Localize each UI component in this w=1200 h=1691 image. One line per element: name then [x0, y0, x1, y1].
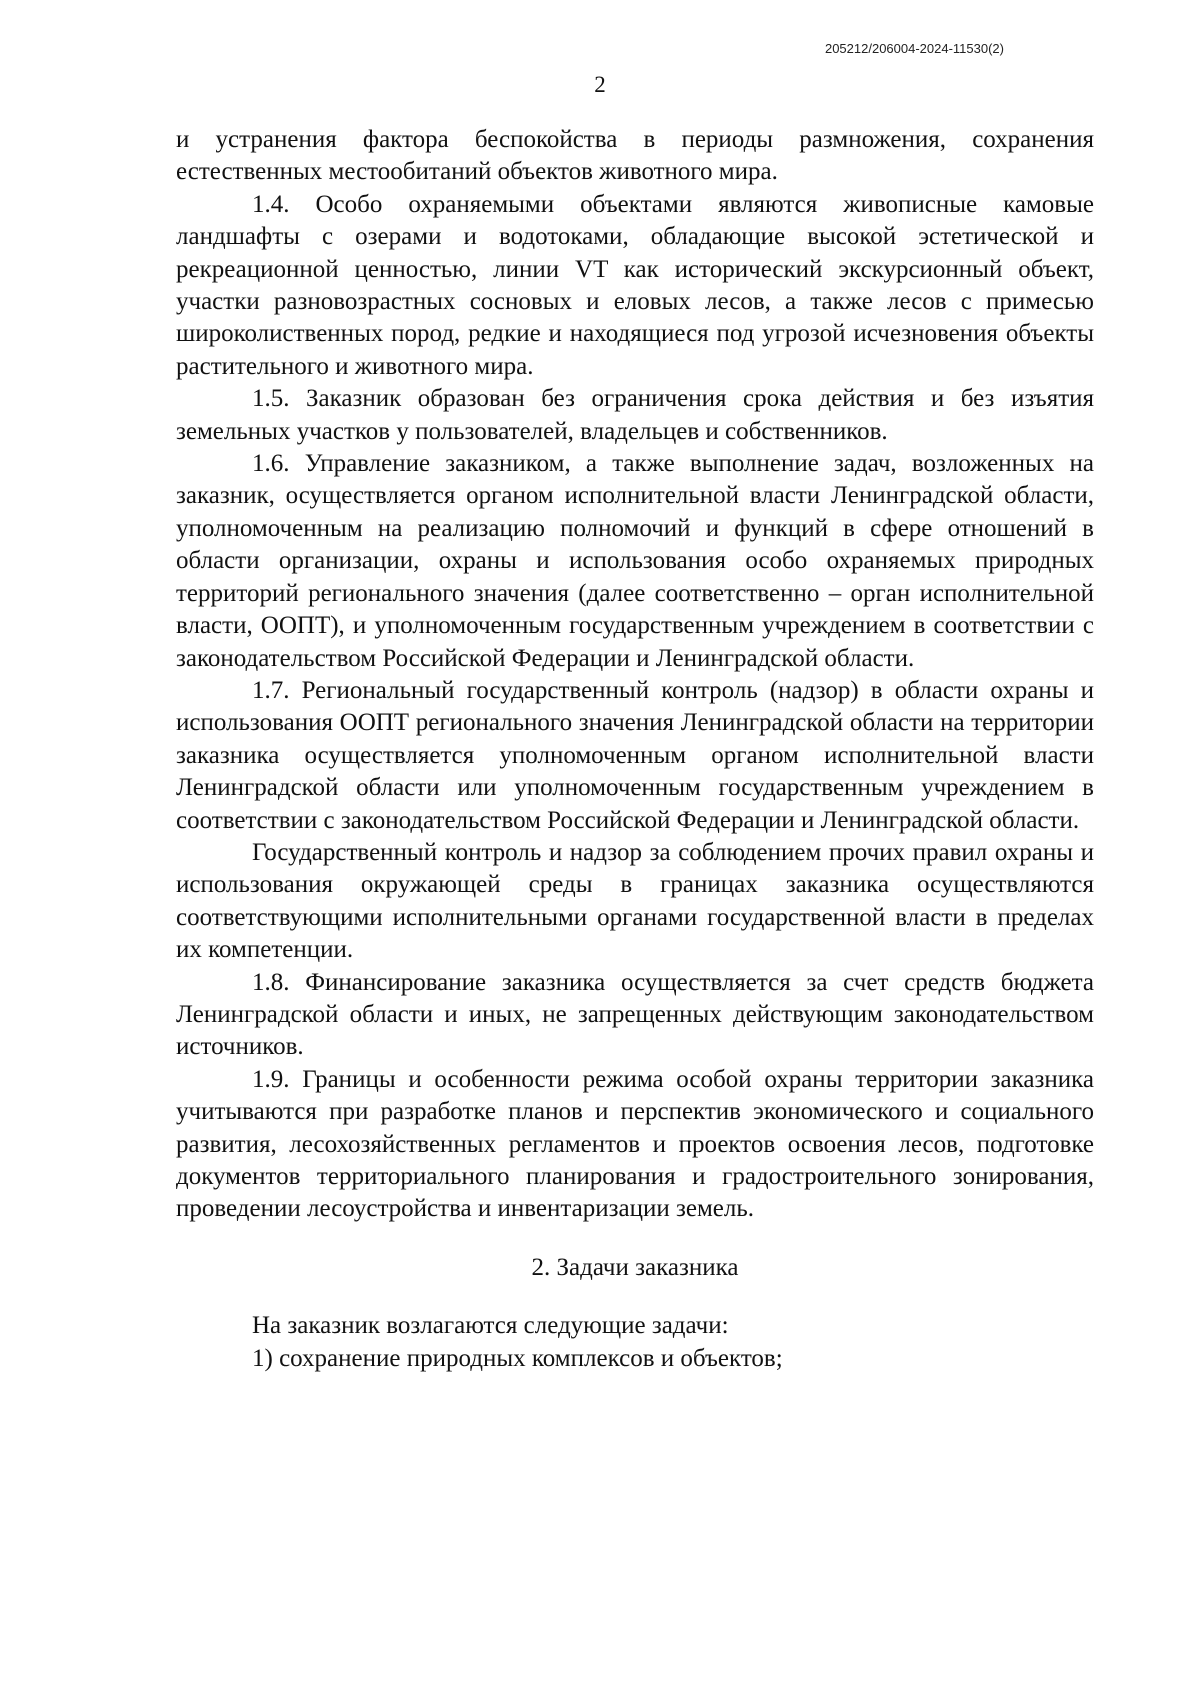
paragraph-continuation: и устранения фактора беспокойства в периоды размножения, сохранения естественных местообитаний объектов животного мира. [176, 126, 1094, 186]
section-heading: 2. Задачи заказника [531, 1253, 739, 1281]
paragraph-1-5: 1.5. Заказник образован без ограничения срока действия и без изъятия земельных участков у пользователей, владельцев и собственников. [176, 385, 1094, 445]
page-number: 2 [594, 72, 606, 97]
paragraph-1-7: 1.7. Региональный государственный контроль (надзор) в области охраны и использования ООПТ регионального значения Ленинградской области на территории заказника осуществляется уполномоченным органом исполнительной власти Ленинградской области или уполномоченным государственным учреждением в соответствии с законодательством Российской Федерации и Ленинградской области. [176, 676, 1094, 834]
tasks-intro: На заказник возлагаются следующие задачи: [252, 1312, 729, 1340]
paragraph-1-9: 1.9. Границы и особенности режима особой охраны территории заказника учитываются при разработке планов и перспектив экономического и социального развития, лесохозяйственных регламентов и проектов освоения лесов, подготовке документов территориального планирования и градостроительного зонирования, проведении лесоустройства и инвентаризации земель. [176, 1065, 1094, 1223]
paragraph-1-4: 1.4. Особо охраняемыми объектами являются живописные камовые ландшафты с озерами и водотоками, обладающие высокой эстетической и рекреационной ценностью, линии VT как исторический экскурсионный объект, участки разновозрастных сосновых и еловых лесов, а также лесов с примесью широколиственных пород, редкие и находящиеся под угрозой исчезновения объекты растительного и животного мира. [176, 190, 1094, 380]
document-body [176, 124, 1094, 1375]
paragraph-state-control: Государственный контроль и надзор за соблюдением прочих правил охраны и использования окружающей среды в границах заказника осуществляются соответствующими исполнительными органами государственной власти в пределах их компетенции. [176, 838, 1094, 964]
paragraph-1-8: 1.8. Финансирование заказника осуществляется за счет средств бюджета Ленинградской области и иных, не запрещенных действующим законодательством источников. [176, 968, 1094, 1061]
paragraph-1-6: 1.6. Управление заказником, а также выполнение задач, возложенных на заказник, осуществляется органом исполнительной власти Ленинградской области, уполномоченным на реализацию полномочий и функций в сфере отношений в области организации, охраны и использования особо охраняемых природных территорий регионального значения (далее соответственно – орган исполнительной власти, ООПТ), и уполномоченным государственным учреждением в соответствии с законодательством Российской Федерации и Ленинградской области. [176, 450, 1094, 672]
document-id: 205212/206004-2024-11530(2) [824, 41, 1004, 56]
tasks-list [176, 1310, 1094, 1375]
task-item: 1) сохранение природных комплексов и объектов; [252, 1344, 783, 1372]
